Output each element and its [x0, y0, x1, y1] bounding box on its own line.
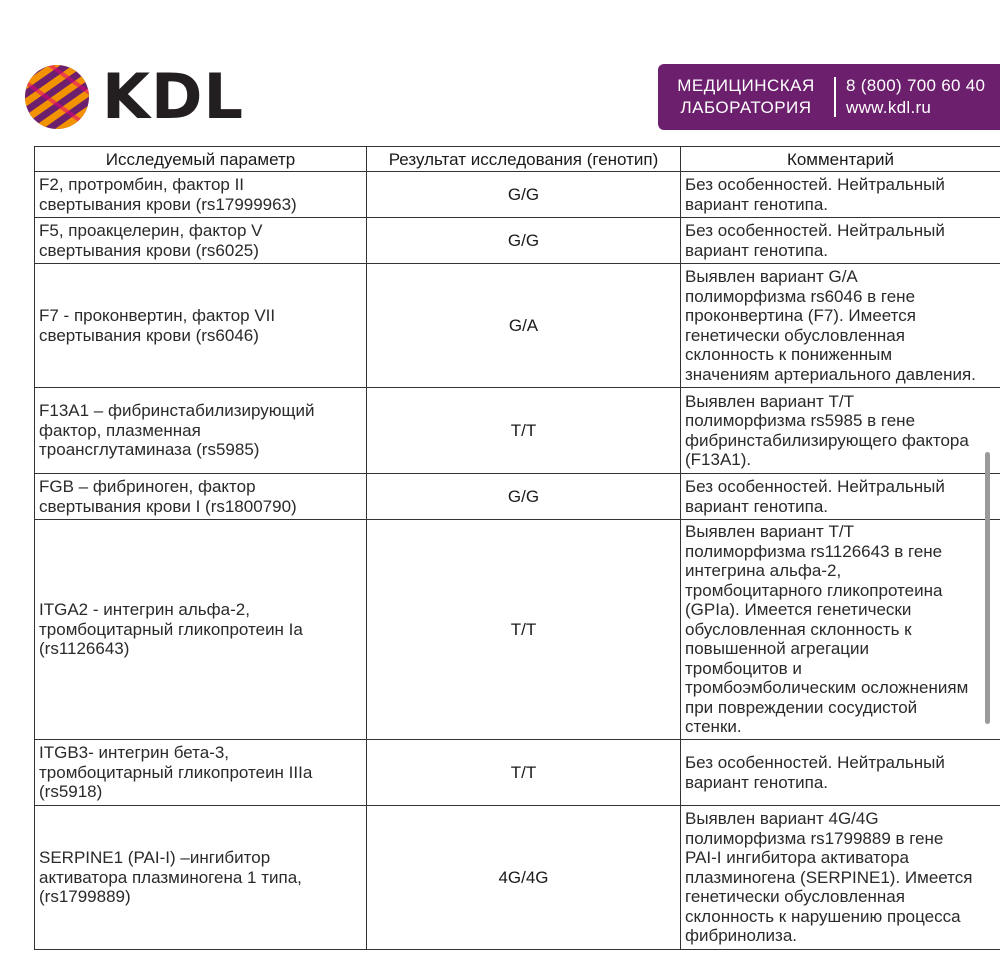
- parameter-line: свертывания крови (rs6046): [39, 325, 259, 345]
- column-header-comment: Комментарий: [681, 147, 1000, 172]
- comment-line: (F13A1).: [685, 450, 752, 469]
- website-link[interactable]: www.kdl.ru: [846, 98, 932, 117]
- cell-comment: [681, 806, 1000, 950]
- parameter-line: FGB – фибриноген, фактор: [39, 477, 256, 496]
- comment-line: Выявлен вариант 4G/4G: [685, 809, 879, 829]
- comment-line: интегрина альфа-2,: [685, 561, 842, 581]
- comment-line: полиморфизма rs1126643 в гене: [685, 541, 943, 561]
- parameter-line: SERPINE1 (PAI-I) –ингибитор: [39, 848, 271, 868]
- parameter-line: F2, протромбин, фактор II: [39, 175, 245, 194]
- cell-comment: [681, 740, 1000, 806]
- lab-contacts: [846, 75, 985, 119]
- cell-genotype: 4G/4G: [367, 806, 681, 950]
- cell-parameter: [35, 388, 367, 474]
- table-row: [35, 806, 1000, 950]
- comment-line: значениям артериального давления.: [685, 364, 976, 384]
- cell-parameter: [35, 740, 367, 806]
- column-header-result: Результат исследования (генотип): [367, 147, 681, 172]
- comment-line: Без особенностей. Нейтральный: [685, 221, 945, 240]
- comment-line: при повреждении сосудистой: [685, 697, 918, 717]
- cell-genotype: G/G: [367, 218, 681, 264]
- comment-line: стенки.: [685, 717, 742, 737]
- cell-genotype: T/T: [367, 388, 681, 474]
- table-header-row: [35, 147, 1000, 172]
- parameter-line: фактор, плазменная: [39, 420, 201, 440]
- cell-comment: [681, 264, 1000, 388]
- parameter-line: ITGA2 - интегрин альфа-2,: [39, 600, 250, 620]
- comment-line: вариант генотипа.: [685, 194, 829, 214]
- table-row: [35, 172, 1000, 218]
- parameter-line: (rs5918): [39, 782, 103, 802]
- cell-parameter: [35, 520, 367, 740]
- parameter-line: F7 - проконвертин, фактор VII: [39, 306, 276, 325]
- comment-line: тромбоцитов и: [685, 658, 802, 678]
- table-row: [35, 520, 1000, 740]
- genotype-results-table: [34, 146, 1000, 950]
- lab-name-line: МЕДИЦИНСКАЯ: [677, 76, 815, 95]
- comment-line: склонность к нарушению процесса: [685, 906, 961, 926]
- kdl-logo-icon: [24, 64, 90, 130]
- comment-line: полиморфизма rs5985 в гене: [685, 411, 916, 430]
- column-header-parameter: Исследуемый параметр: [35, 147, 367, 172]
- cell-comment: [681, 218, 1000, 264]
- table-row: [35, 218, 1000, 264]
- parameter-line: (rs1126643): [39, 639, 130, 659]
- comment-line: PAI-I ингибитора активатора: [685, 848, 909, 868]
- comment-line: фибринолиза.: [685, 926, 798, 946]
- parameter-line: ITGB3- интегрин бета-3,: [39, 743, 230, 763]
- table-row: [35, 474, 1000, 520]
- comment-line: Выявлен вариант T/T: [685, 391, 854, 411]
- comment-line: вариант генотипа.: [685, 772, 829, 792]
- comment-line: Без особенностей. Нейтральный: [685, 477, 945, 496]
- parameter-line: тромбоцитарный гликопротеин Ia: [39, 619, 303, 639]
- table-row: [35, 740, 1000, 806]
- banner-divider: [834, 77, 836, 117]
- comment-line: Без особенностей. Нейтральный: [685, 753, 945, 772]
- comment-line: повышенной агрегации: [685, 639, 870, 659]
- parameter-line: тромбоцитарный гликопротеин IIIa: [39, 762, 313, 782]
- lab-contact-banner: [658, 64, 1000, 130]
- kdl-logo: [24, 60, 245, 133]
- comment-line: (GPIa). Имеется генетически: [685, 600, 912, 620]
- cell-genotype: T/T: [367, 740, 681, 806]
- parameter-line: F5, проакцелерин, фактор V: [39, 221, 263, 240]
- comment-line: вариант генотипа.: [685, 240, 829, 260]
- parameter-line: F13A1 – фибринстабилизирующий: [39, 401, 315, 421]
- comment-line: плазминогена (SERPINE1). Имеется: [685, 867, 973, 887]
- comment-line: Выявлен вариант T/T: [685, 522, 854, 542]
- comment-line: генетически обусловленная: [685, 887, 905, 907]
- lab-name: [658, 75, 834, 119]
- table-row: [35, 264, 1000, 388]
- comment-line: Выявлен вариант G/A: [685, 267, 858, 286]
- cell-comment: [681, 388, 1000, 474]
- comment-line: вариант генотипа.: [685, 496, 829, 516]
- cell-genotype: T/T: [367, 520, 681, 740]
- comment-line: полиморфизма rs1799889 в гене: [685, 828, 944, 848]
- comment-line: тромбоэмболическим осложнениям: [685, 678, 969, 698]
- comment-line: фибринстабилизирующего фактора: [685, 430, 969, 450]
- logo-wordmark: KDL: [102, 60, 245, 133]
- parameter-line: троансглутаминаза (rs5985): [39, 440, 260, 460]
- cell-genotype: G/G: [367, 474, 681, 520]
- comment-line: проконвертина (F7). Имеется: [685, 306, 916, 325]
- cell-comment: [681, 474, 1000, 520]
- comment-line: Без особенностей. Нейтральный: [685, 175, 945, 194]
- parameter-line: свертывания крови (rs6025): [39, 240, 259, 260]
- parameter-line: активатора плазминогена 1 типа,: [39, 867, 302, 887]
- cell-parameter: [35, 474, 367, 520]
- cell-genotype: G/G: [367, 172, 681, 218]
- table-row: [35, 388, 1000, 474]
- parameter-line: свертывания крови I (rs1800790): [39, 496, 297, 516]
- cell-genotype: G/A: [367, 264, 681, 388]
- comment-line: склонность к пониженным: [685, 345, 893, 364]
- comment-line: полиморфизма rs6046 в гене: [685, 286, 916, 306]
- cell-comment: [681, 520, 1000, 740]
- comment-line: обусловленная склонность к: [685, 619, 912, 639]
- phone-number[interactable]: 8 (800) 700 60 40: [846, 76, 986, 95]
- comment-line: тромбоцитарного гликопротеина: [685, 580, 943, 600]
- cell-parameter: [35, 172, 367, 218]
- parameter-line: (rs1799889): [39, 887, 131, 907]
- parameter-line: свертывания крови (rs17999963): [39, 194, 297, 214]
- cell-comment: [681, 172, 1000, 218]
- vertical-scrollbar[interactable]: [985, 452, 990, 724]
- lab-name-line: ЛАБОРАТОРИЯ: [680, 98, 812, 117]
- cell-parameter: [35, 264, 367, 388]
- page-header: [0, 0, 1000, 145]
- cell-parameter: [35, 806, 367, 950]
- cell-parameter: [35, 218, 367, 264]
- comment-line: генетически обусловленная: [685, 325, 905, 345]
